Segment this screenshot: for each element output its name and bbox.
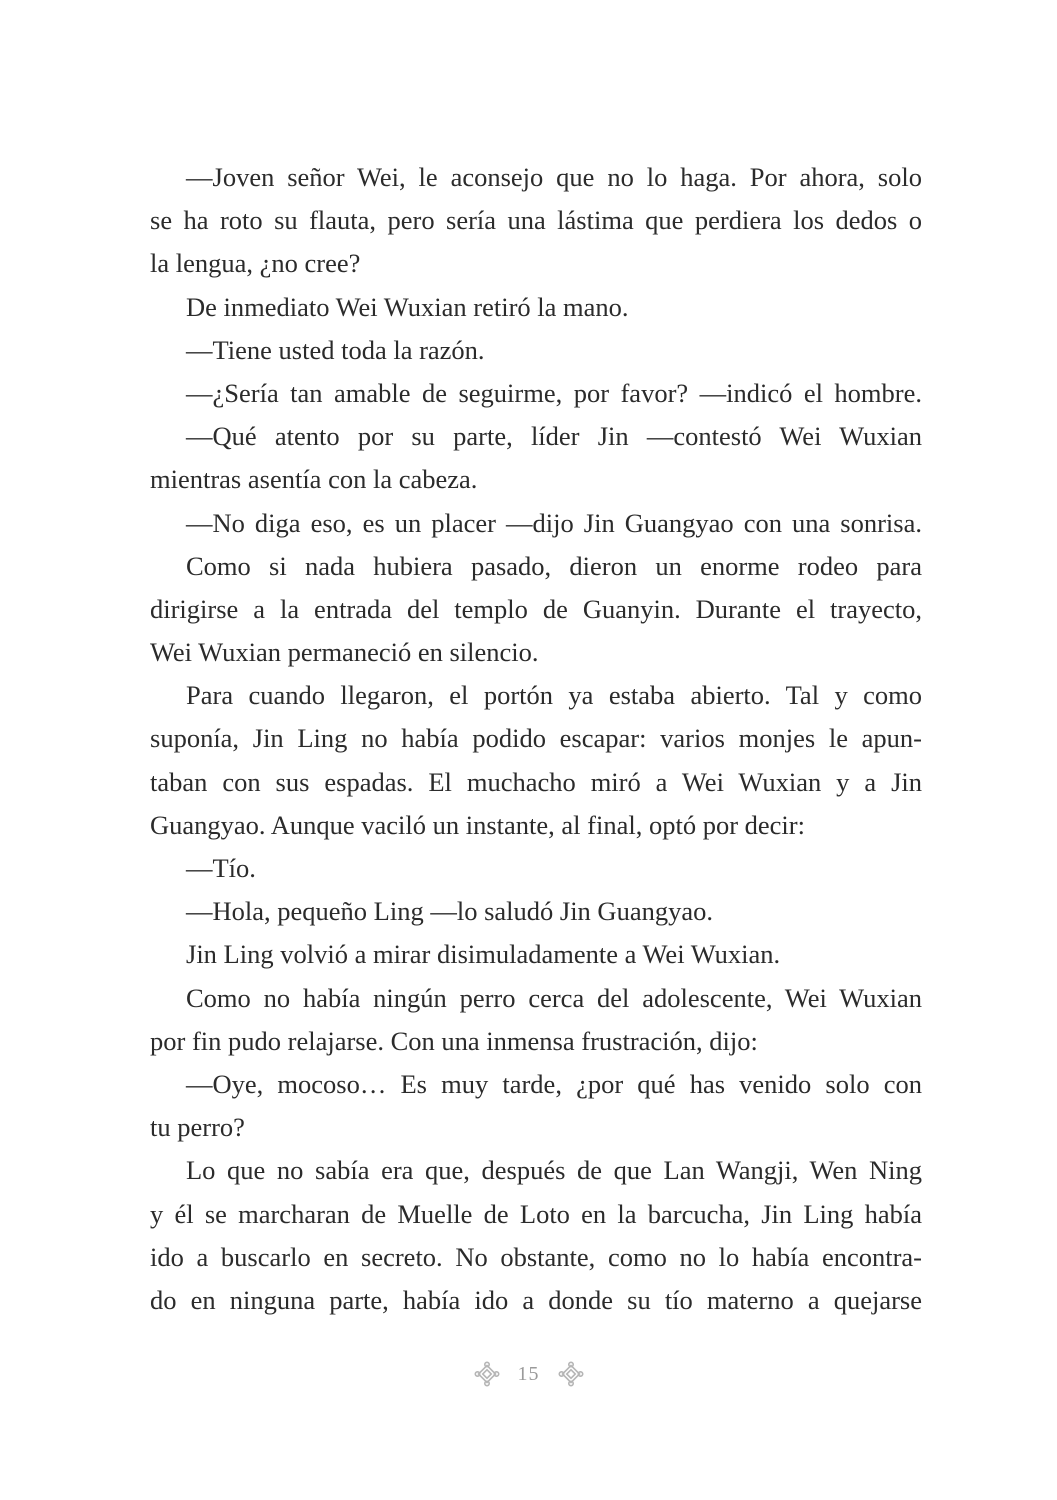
text-line: y él se marcharan de Muelle de Loto en la barcucha, Jin Ling había	[150, 1198, 922, 1229]
text-line: Jin Ling volvió a mirar disimuladamente a Wei Wuxian.	[186, 939, 781, 970]
text-line: —Tiene usted toda la razón.	[186, 334, 485, 365]
text-line: —Hola, pequeño Ling —lo saludó Jin Guangyao.	[186, 896, 713, 927]
knot-ornament-icon	[558, 1361, 584, 1387]
text-line: Lo que no sabía era que, después de que Lan Wangji, Wen Ning	[186, 1155, 922, 1186]
text-line: ido a buscarlo en secreto. No obstante, como no lo había encontra-	[150, 1241, 922, 1272]
text-line: Wei Wuxian permaneció en silencio.	[150, 637, 539, 668]
text-line: taban con sus espadas. El muchacho miró a Wei Wuxian y a Jin	[150, 766, 922, 797]
text-line: Como si nada hubiera pasado, dieron un enorme rodeo para	[186, 550, 922, 581]
text-line: —Qué atento por su parte, líder Jin —contestó Wei Wuxian	[186, 421, 922, 452]
text-line: —Oye, mocoso… Es muy tarde, ¿por qué has venido solo con	[186, 1068, 922, 1099]
text-line: —No diga eso, es un placer —dijo Jin Guangyao con una sonrisa.	[186, 507, 922, 538]
text-line: tu perro?	[150, 1112, 245, 1143]
text-line: Para cuando llegaron, el portón ya estaba abierto. Tal y como	[186, 680, 922, 711]
text-line: suponía, Jin Ling no había podido escapar: varios monjes le apun-	[150, 723, 922, 754]
text-line: por fin pudo relajarse. Con una inmensa frustración, dijo:	[150, 1025, 758, 1056]
text-line: mientras asentía con la cabeza.	[150, 464, 478, 495]
text-line: do en ninguna parte, había ido a donde su tío materno a quejarse	[150, 1284, 922, 1315]
page-footer	[0, 1356, 1057, 1392]
text-line: la lengua, ¿no cree?	[150, 248, 361, 279]
text-line: Guangyao. Aunque vaciló un instante, al final, optó por decir:	[150, 809, 805, 840]
page-number: 15	[517, 1362, 540, 1385]
knot-ornament-icon	[474, 1361, 500, 1387]
text-line: —¿Sería tan amable de seguirme, por favor? —indicó el hombre.	[186, 377, 922, 408]
text-line: —Tío.	[186, 853, 256, 883]
text-line: dirigirse a la entrada del templo de Guanyin. Durante el trayecto,	[150, 593, 922, 624]
text-line: Como no había ningún perro cerca del adolescente, Wei Wuxian	[186, 982, 922, 1013]
body-text	[150, 156, 922, 1322]
text-line: se ha roto su flauta, pero sería una lástima que perdiera los dedos o	[150, 205, 922, 236]
text-line: De inmediato Wei Wuxian retiró la mano.	[186, 291, 629, 322]
text-line: —Joven señor Wei, le aconsejo que no lo haga. Por ahora, solo	[186, 162, 922, 192]
